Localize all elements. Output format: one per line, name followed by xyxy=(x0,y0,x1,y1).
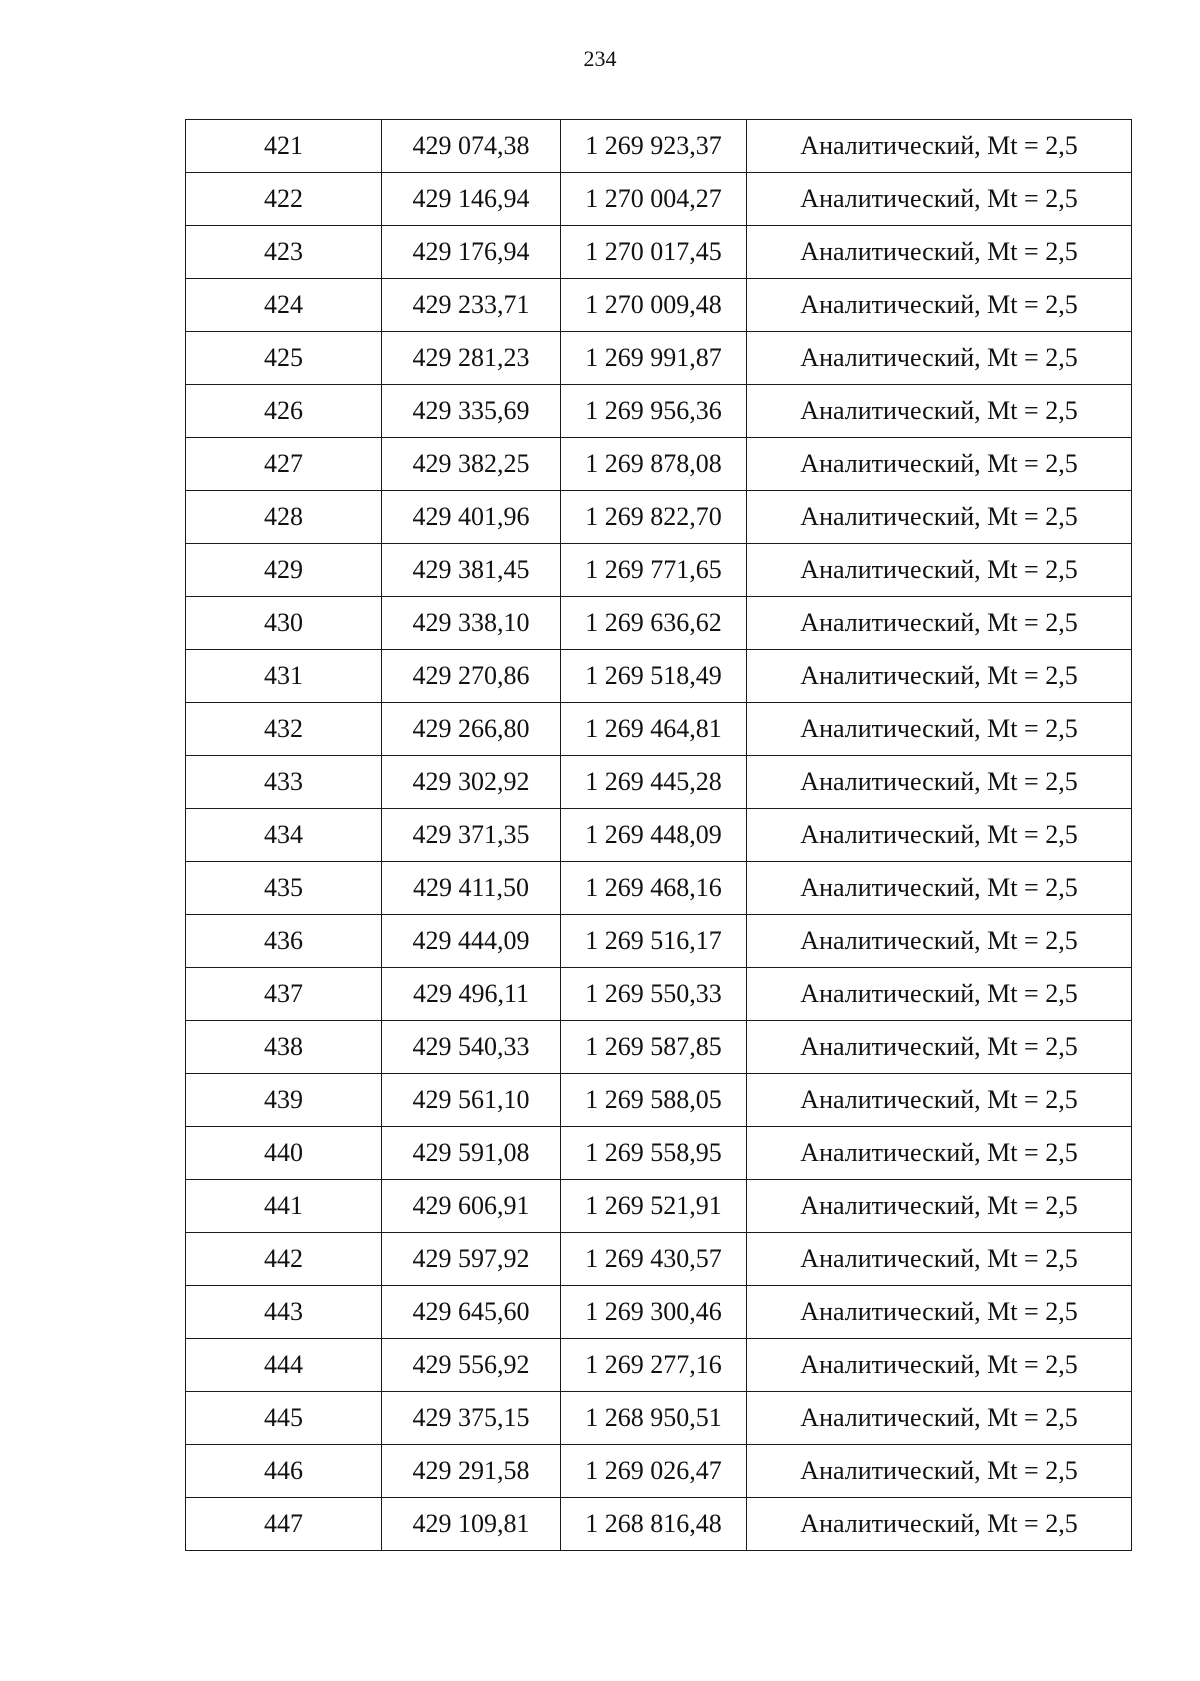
point-number-cell: 425 xyxy=(186,332,382,385)
x-coordinate-cell: 429 266,80 xyxy=(382,703,561,756)
table-row xyxy=(186,332,1132,385)
y-coordinate-cell: 1 269 277,16 xyxy=(561,1339,747,1392)
point-number-cell: 447 xyxy=(186,1498,382,1551)
coordinates-table xyxy=(185,119,1132,1551)
x-coordinate-cell: 429 606,91 xyxy=(382,1180,561,1233)
y-coordinate-cell: 1 269 558,95 xyxy=(561,1127,747,1180)
y-coordinate-cell: 1 269 445,28 xyxy=(561,756,747,809)
point-number-cell: 429 xyxy=(186,544,382,597)
method-cell: Аналитический, Mt = 2,5 xyxy=(747,438,1132,491)
point-number-cell: 436 xyxy=(186,915,382,968)
y-coordinate-cell: 1 269 518,49 xyxy=(561,650,747,703)
method-cell: Аналитический, Mt = 2,5 xyxy=(747,1180,1132,1233)
y-coordinate-cell: 1 269 550,33 xyxy=(561,968,747,1021)
x-coordinate-cell: 429 270,86 xyxy=(382,650,561,703)
y-coordinate-cell: 1 269 516,17 xyxy=(561,915,747,968)
point-number-cell: 444 xyxy=(186,1339,382,1392)
table-row xyxy=(186,915,1132,968)
point-number-cell: 440 xyxy=(186,1127,382,1180)
x-coordinate-cell: 429 233,71 xyxy=(382,279,561,332)
point-number-cell: 438 xyxy=(186,1021,382,1074)
method-cell: Аналитический, Mt = 2,5 xyxy=(747,968,1132,1021)
table-row xyxy=(186,968,1132,1021)
x-coordinate-cell: 429 335,69 xyxy=(382,385,561,438)
x-coordinate-cell: 429 556,92 xyxy=(382,1339,561,1392)
x-coordinate-cell: 429 444,09 xyxy=(382,915,561,968)
x-coordinate-cell: 429 375,15 xyxy=(382,1392,561,1445)
point-number-cell: 443 xyxy=(186,1286,382,1339)
table-row xyxy=(186,650,1132,703)
x-coordinate-cell: 429 146,94 xyxy=(382,173,561,226)
point-number-cell: 421 xyxy=(186,120,382,173)
point-number-cell: 434 xyxy=(186,809,382,862)
y-coordinate-cell: 1 269 464,81 xyxy=(561,703,747,756)
x-coordinate-cell: 429 540,33 xyxy=(382,1021,561,1074)
method-cell: Аналитический, Mt = 2,5 xyxy=(747,597,1132,650)
table-row xyxy=(186,1233,1132,1286)
x-coordinate-cell: 429 591,08 xyxy=(382,1127,561,1180)
x-coordinate-cell: 429 074,38 xyxy=(382,120,561,173)
method-cell: Аналитический, Mt = 2,5 xyxy=(747,1127,1132,1180)
x-coordinate-cell: 429 281,23 xyxy=(382,332,561,385)
point-number-cell: 430 xyxy=(186,597,382,650)
point-number-cell: 428 xyxy=(186,491,382,544)
table-row xyxy=(186,703,1132,756)
coordinates-table-body xyxy=(186,120,1132,1551)
method-cell: Аналитический, Mt = 2,5 xyxy=(747,1233,1132,1286)
y-coordinate-cell: 1 269 991,87 xyxy=(561,332,747,385)
table-row xyxy=(186,1339,1132,1392)
y-coordinate-cell: 1 269 923,37 xyxy=(561,120,747,173)
point-number-cell: 424 xyxy=(186,279,382,332)
table-row xyxy=(186,756,1132,809)
point-number-cell: 445 xyxy=(186,1392,382,1445)
x-coordinate-cell: 429 109,81 xyxy=(382,1498,561,1551)
point-number-cell: 446 xyxy=(186,1445,382,1498)
x-coordinate-cell: 429 176,94 xyxy=(382,226,561,279)
x-coordinate-cell: 429 401,96 xyxy=(382,491,561,544)
table-row xyxy=(186,1180,1132,1233)
point-number-cell: 423 xyxy=(186,226,382,279)
method-cell: Аналитический, Mt = 2,5 xyxy=(747,332,1132,385)
x-coordinate-cell: 429 496,11 xyxy=(382,968,561,1021)
method-cell: Аналитический, Mt = 2,5 xyxy=(747,173,1132,226)
x-coordinate-cell: 429 645,60 xyxy=(382,1286,561,1339)
table-row xyxy=(186,1445,1132,1498)
x-coordinate-cell: 429 411,50 xyxy=(382,862,561,915)
table-row xyxy=(186,279,1132,332)
method-cell: Аналитический, Mt = 2,5 xyxy=(747,1074,1132,1127)
point-number-cell: 432 xyxy=(186,703,382,756)
table-row xyxy=(186,1286,1132,1339)
method-cell: Аналитический, Mt = 2,5 xyxy=(747,862,1132,915)
point-number-cell: 422 xyxy=(186,173,382,226)
y-coordinate-cell: 1 269 587,85 xyxy=(561,1021,747,1074)
point-number-cell: 442 xyxy=(186,1233,382,1286)
table-row xyxy=(186,544,1132,597)
method-cell: Аналитический, Mt = 2,5 xyxy=(747,385,1132,438)
table-row xyxy=(186,1021,1132,1074)
point-number-cell: 441 xyxy=(186,1180,382,1233)
y-coordinate-cell: 1 269 026,47 xyxy=(561,1445,747,1498)
table-row xyxy=(186,173,1132,226)
method-cell: Аналитический, Mt = 2,5 xyxy=(747,915,1132,968)
method-cell: Аналитический, Mt = 2,5 xyxy=(747,544,1132,597)
x-coordinate-cell: 429 371,35 xyxy=(382,809,561,862)
y-coordinate-cell: 1 269 468,16 xyxy=(561,862,747,915)
method-cell: Аналитический, Mt = 2,5 xyxy=(747,1498,1132,1551)
x-coordinate-cell: 429 382,25 xyxy=(382,438,561,491)
method-cell: Аналитический, Mt = 2,5 xyxy=(747,279,1132,332)
table-row xyxy=(186,1127,1132,1180)
method-cell: Аналитический, Mt = 2,5 xyxy=(747,226,1132,279)
table-row xyxy=(186,1392,1132,1445)
table-row xyxy=(186,1498,1132,1551)
method-cell: Аналитический, Mt = 2,5 xyxy=(747,1445,1132,1498)
x-coordinate-cell: 429 291,58 xyxy=(382,1445,561,1498)
page-number: 234 xyxy=(583,46,617,71)
y-coordinate-cell: 1 269 822,70 xyxy=(561,491,747,544)
x-coordinate-cell: 429 561,10 xyxy=(382,1074,561,1127)
point-number-cell: 431 xyxy=(186,650,382,703)
table-row xyxy=(186,226,1132,279)
method-cell: Аналитический, Mt = 2,5 xyxy=(747,1286,1132,1339)
y-coordinate-cell: 1 269 956,36 xyxy=(561,385,747,438)
table-row xyxy=(186,597,1132,650)
method-cell: Аналитический, Mt = 2,5 xyxy=(747,1021,1132,1074)
y-coordinate-cell: 1 268 950,51 xyxy=(561,1392,747,1445)
point-number-cell: 427 xyxy=(186,438,382,491)
y-coordinate-cell: 1 270 017,45 xyxy=(561,226,747,279)
y-coordinate-cell: 1 269 588,05 xyxy=(561,1074,747,1127)
method-cell: Аналитический, Mt = 2,5 xyxy=(747,703,1132,756)
table-row xyxy=(186,1074,1132,1127)
method-cell: Аналитический, Mt = 2,5 xyxy=(747,1392,1132,1445)
y-coordinate-cell: 1 269 878,08 xyxy=(561,438,747,491)
method-cell: Аналитический, Mt = 2,5 xyxy=(747,1339,1132,1392)
table-row xyxy=(186,809,1132,862)
point-number-cell: 433 xyxy=(186,756,382,809)
x-coordinate-cell: 429 381,45 xyxy=(382,544,561,597)
table-row xyxy=(186,120,1132,173)
x-coordinate-cell: 429 597,92 xyxy=(382,1233,561,1286)
x-coordinate-cell: 429 338,10 xyxy=(382,597,561,650)
method-cell: Аналитический, Mt = 2,5 xyxy=(747,120,1132,173)
table-row xyxy=(186,385,1132,438)
method-cell: Аналитический, Mt = 2,5 xyxy=(747,650,1132,703)
y-coordinate-cell: 1 269 448,09 xyxy=(561,809,747,862)
method-cell: Аналитический, Mt = 2,5 xyxy=(747,809,1132,862)
x-coordinate-cell: 429 302,92 xyxy=(382,756,561,809)
table-row xyxy=(186,438,1132,491)
method-cell: Аналитический, Mt = 2,5 xyxy=(747,756,1132,809)
y-coordinate-cell: 1 268 816,48 xyxy=(561,1498,747,1551)
point-number-cell: 437 xyxy=(186,968,382,1021)
point-number-cell: 426 xyxy=(186,385,382,438)
y-coordinate-cell: 1 269 300,46 xyxy=(561,1286,747,1339)
y-coordinate-cell: 1 269 636,62 xyxy=(561,597,747,650)
table-row xyxy=(186,491,1132,544)
y-coordinate-cell: 1 269 521,91 xyxy=(561,1180,747,1233)
method-cell: Аналитический, Mt = 2,5 xyxy=(747,491,1132,544)
table-row xyxy=(186,862,1132,915)
y-coordinate-cell: 1 270 004,27 xyxy=(561,173,747,226)
point-number-cell: 439 xyxy=(186,1074,382,1127)
y-coordinate-cell: 1 269 771,65 xyxy=(561,544,747,597)
y-coordinate-cell: 1 269 430,57 xyxy=(561,1233,747,1286)
point-number-cell: 435 xyxy=(186,862,382,915)
y-coordinate-cell: 1 270 009,48 xyxy=(561,279,747,332)
